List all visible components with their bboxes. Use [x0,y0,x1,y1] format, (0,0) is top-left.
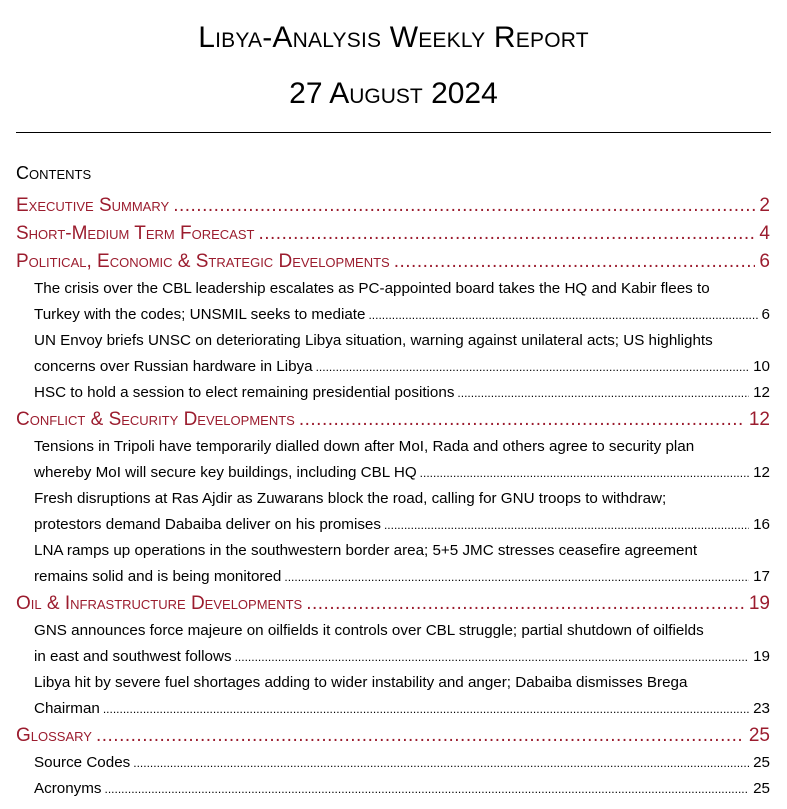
toc-entry-line: UN Envoy briefs UNSC on deteriorating Libya situation, warning against unilateral acts; US highlights [34,332,713,349]
toc-entry-page: 25 [753,754,770,771]
toc-entry[interactable] [34,276,770,328]
dot-leader [457,380,749,406]
dot-leader [299,406,745,434]
toc-section[interactable] [16,248,770,276]
toc-entry[interactable] [34,434,770,486]
dot-leader [394,248,756,276]
toc-entry[interactable] [34,776,770,802]
toc-section-title: Oil & Infrastructure Developments [16,593,303,614]
toc-section[interactable] [16,590,770,618]
toc-entry[interactable] [34,328,770,380]
toc-entry-line: GNS announces force majeure on oilfields it controls over CBL struggle; partial shutdown of oilfields [34,622,704,639]
table-of-contents [16,192,770,802]
toc-entry[interactable] [34,618,770,670]
toc-entry-text: protestors demand Dabaiba deliver on his promises [34,516,381,533]
toc-entry-page: 17 [753,568,770,585]
toc-entry[interactable] [34,380,770,406]
toc-entry-page: 25 [753,780,770,797]
report-title: Libya-Analysis Weekly Report [198,21,589,54]
toc-entry-line: LNA ramps up operations in the southwestern border area; 5+5 JMC stresses ceasefire agreement [34,542,698,559]
toc-entry-text: Acronyms [34,780,102,797]
toc-section-title: Short-Medium Term Forecast [16,223,255,244]
dot-leader [316,354,750,380]
toc-entry-text: remains solid and is being monitored [34,568,282,585]
dot-leader [284,564,749,590]
dot-leader [258,220,755,248]
toc-section-page: 2 [759,195,770,216]
dot-leader [105,776,750,802]
toc-entry-text: Source Codes [34,754,131,771]
toc-entry-page: 12 [753,464,770,481]
toc-section-page: 6 [759,251,770,272]
toc-entry[interactable] [34,486,770,538]
report-header [16,8,771,133]
dot-leader [384,512,749,538]
toc-entry-text: Turkey with the codes; UNSMIL seeks to mediate [34,306,366,323]
toc-section[interactable] [16,192,770,220]
contents-heading: Contents [16,163,92,183]
toc-entry-text: concerns over Russian hardware in Libya [34,358,313,375]
toc-entry-page: 10 [753,358,770,375]
toc-section[interactable] [16,406,770,434]
toc-entry[interactable] [34,538,770,590]
toc-entry-text: in east and southwest follows [34,648,232,665]
toc-entry-line: Tensions in Tripoli have temporarily dialled down after MoI, Rada and others agree to security plan [34,438,695,455]
toc-entry-page: 6 [761,306,770,323]
toc-section-title: Political, Economic & Strategic Developments [16,251,390,272]
toc-entry-line: Libya hit by severe fuel shortages adding to wider instability and anger; Dabaiba dismisses Brega [34,674,688,691]
dot-leader [96,722,745,750]
dot-leader [306,590,745,618]
dot-leader [420,460,749,486]
toc-section-title: Executive Summary [16,195,170,216]
toc-entry-page: 19 [753,648,770,665]
toc-section-page: 25 [748,725,770,746]
toc-section-title: Glossary [16,725,92,746]
toc-entry-text: whereby MoI will secure key buildings, including CBL HQ [34,464,417,481]
toc-section[interactable] [16,220,770,248]
toc-section-page: 12 [748,409,770,430]
toc-entry-text: Chairman [34,700,100,717]
toc-entry-page: 16 [753,516,770,533]
toc-section-title: Conflict & Security Developments [16,409,295,430]
dot-leader [103,696,749,722]
toc-entry-text: HSC to hold a session to elect remaining presidential positions [34,384,455,401]
dot-leader [133,750,749,776]
toc-entry-page: 23 [753,700,770,717]
toc-section-page: 4 [759,223,770,244]
toc-section-page: 19 [748,593,770,614]
toc-entry[interactable] [34,670,770,722]
toc-entry[interactable] [34,750,770,776]
dot-leader [173,192,755,220]
toc-entry-line: Fresh disruptions at Ras Ajdir as Zuwarans block the road, calling for GNU troops to withdraw; [34,490,667,507]
dot-leader [368,302,757,328]
report-date: 27 August 2024 [289,77,498,110]
toc-entry-line: The crisis over the CBL leadership escalates as PC-appointed board takes the HQ and Kabir flees to [34,280,710,297]
dot-leader [235,644,750,670]
toc-entry-page: 12 [753,384,770,401]
toc-section[interactable] [16,722,770,750]
